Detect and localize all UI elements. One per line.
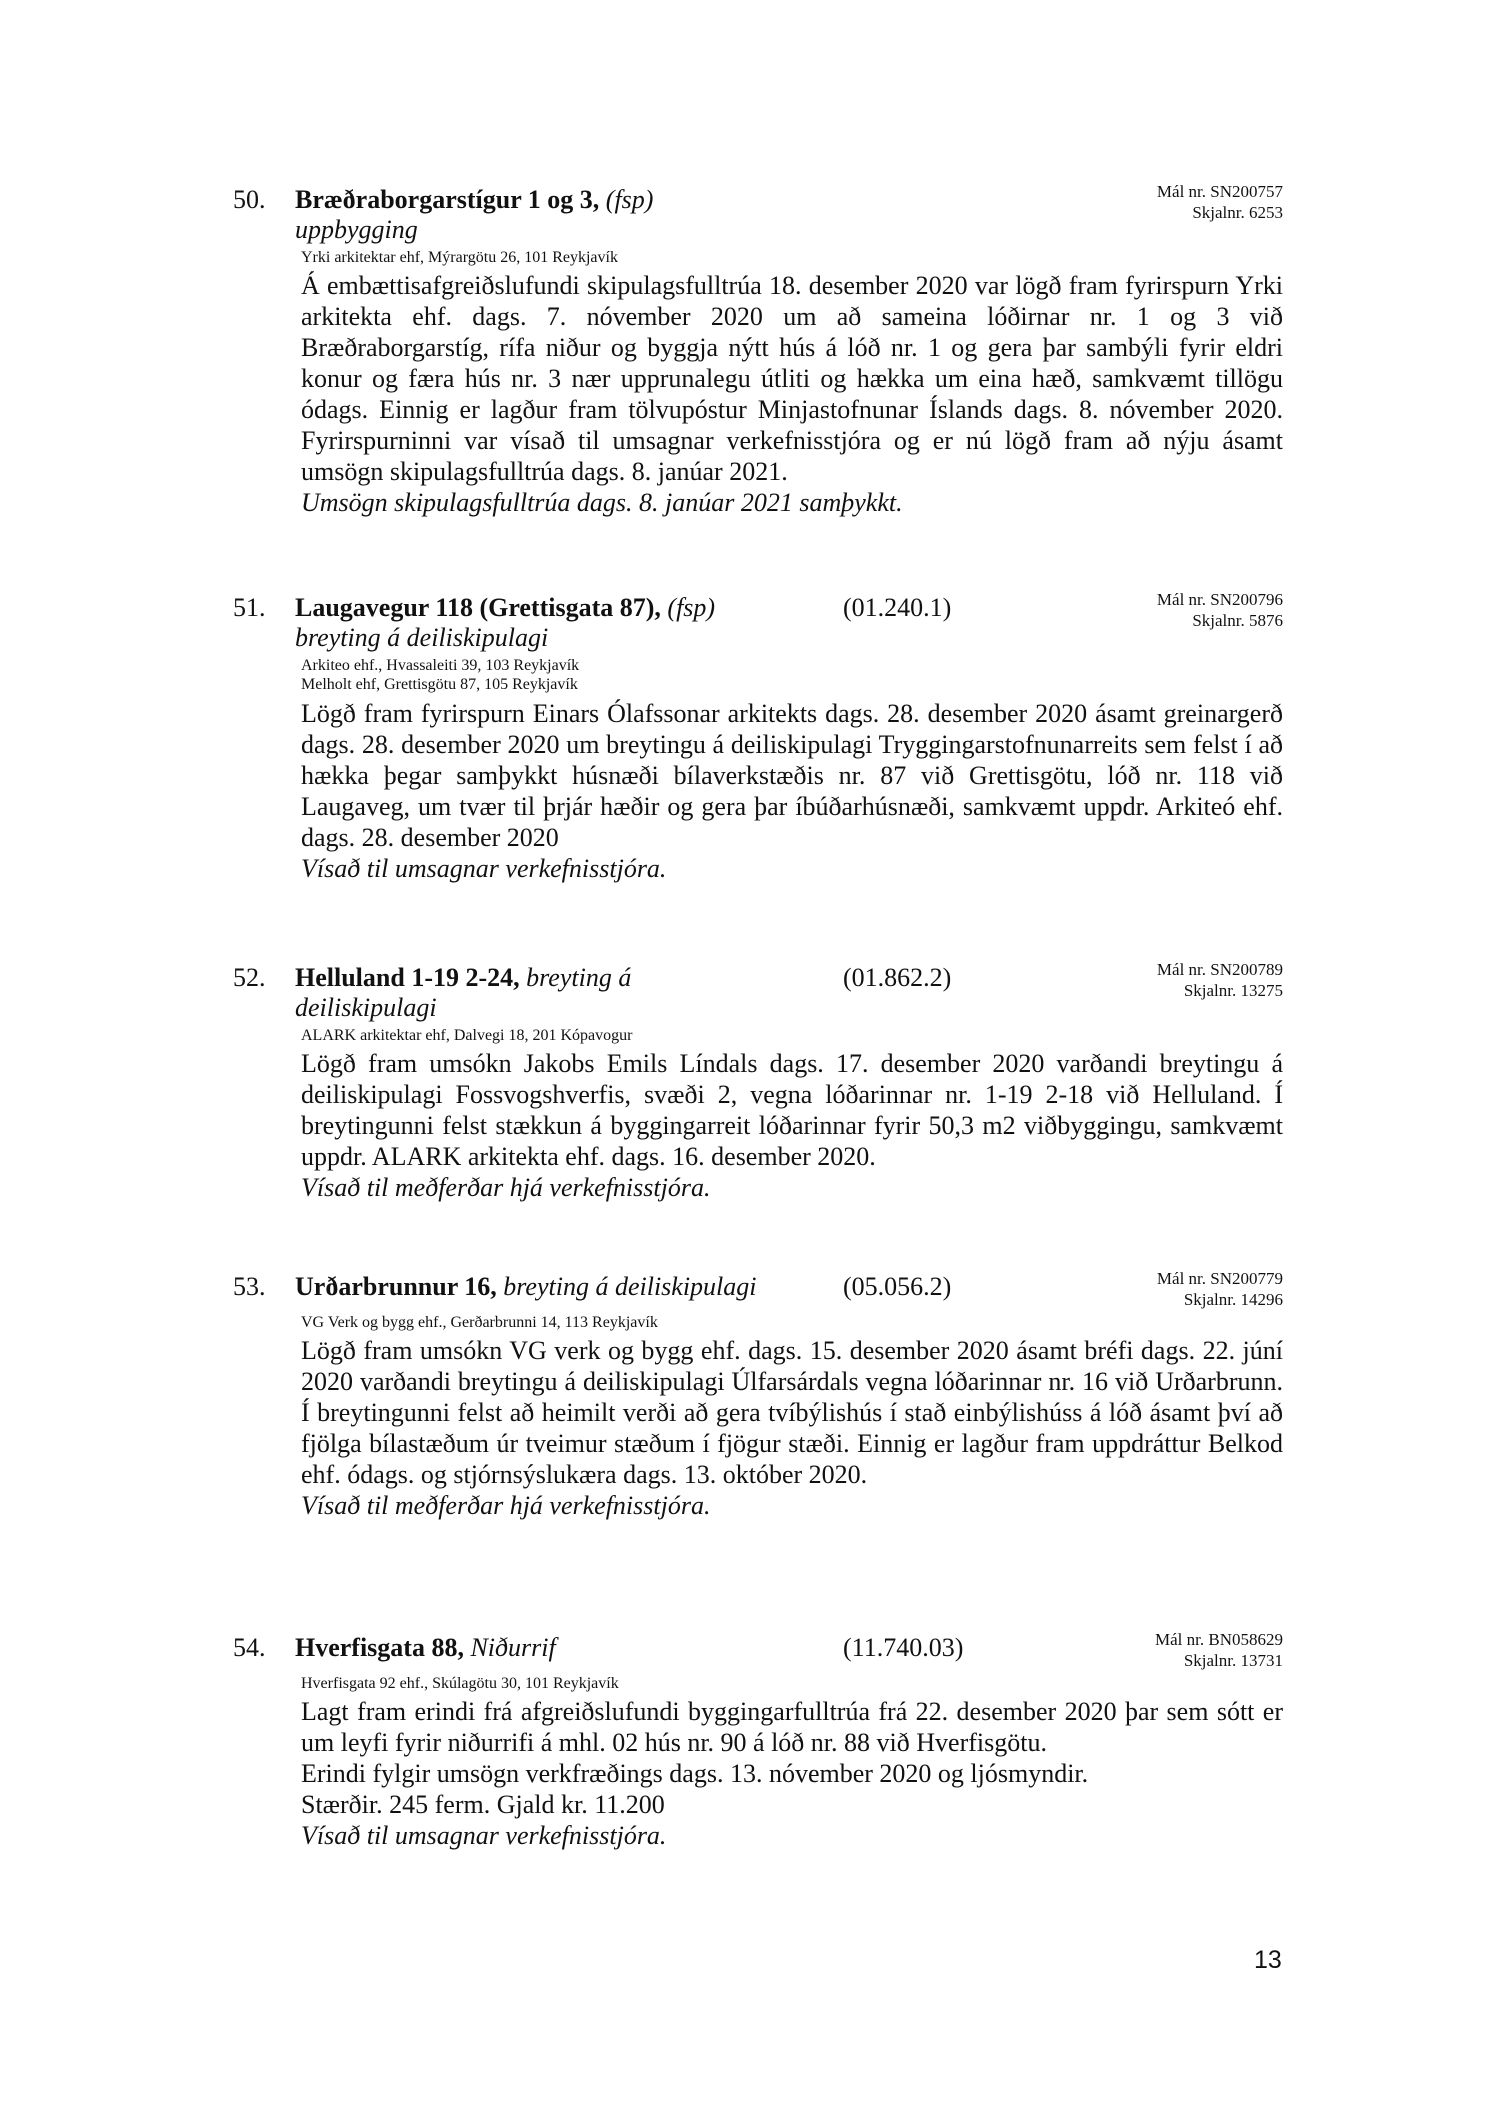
applicant: VG Verk og bygg ehf., Gerðarbrunni 14, 113 Reykjavík	[301, 1314, 658, 1331]
item-body	[301, 1335, 1283, 1521]
item-text: Lögð fram umsókn VG verk og bygg ehf. dags. 15. desember 2020 ásamt bréfi dags. 22. júní 2020 varðandi breytingu á deiliskipulagi Úlfarsárdals vegna lóðarinnar nr. 16 við Urðarbrunn. Í breytingunni felst að heimilt verði að gera tvíbýlishús í stað einbýlishúss á lóð ásamt því að fjölga bílastæðum úr tveimur stæðum í fjögur stæði. Einnig er lagður fram uppdráttur Belkod ehf. ódags. og stjórnsýslukæra dags. 13. október 2020.	[301, 1336, 1283, 1489]
item-text: Erindi fylgir umsögn verkfræðings dags. 13. nóvember 2020 og ljósmyndir.	[301, 1759, 1089, 1788]
land-reference: (01.240.1)	[843, 593, 952, 622]
item-title	[295, 185, 653, 215]
item-address: Helluland 1-19 2-24,	[295, 963, 520, 992]
item-qualifier: (fsp)	[667, 593, 716, 622]
item-text: Á embættisafgreiðslufundi skipulagsfulltrúa 18. desember 2020 var lögð fram fyrirspurn Yrki arkitekta ehf. dags. 7. nóvember 2020 um að sameina lóðirnar nr. 1 og 3 við Bræðraborgarstíg, rífa niður og byggja nýtt hús á lóð nr. 1 og gera þar sambýli fyrir eldri konur og færa hús nr. 3 nær upprunalegu útliti og hækka um eina hæð, samkvæmt tillögu ódags. Einnig er lagður fram tölvupóstur Minjastofnunar Íslands dags. 8. nóvember 2020. Fyrirspurninni var vísað til umsagnar verkefnisstjóra og er nú lögð fram að nýju ásamt umsögn skipulagsfulltrúa dags. 8. janúar 2021.	[301, 271, 1283, 486]
item-title	[295, 1633, 556, 1663]
item-subject: uppbygging	[295, 215, 418, 244]
land-reference: (01.862.2)	[843, 963, 952, 992]
item-number: 51.	[233, 593, 266, 622]
page-number: 13	[1254, 1946, 1282, 1974]
case-info	[1155, 1629, 1283, 1671]
doc-number: Skjalnr. 13731	[1183, 1651, 1283, 1670]
item-address: Urðarbrunnur 16,	[295, 1272, 497, 1301]
doc-number: Skjalnr. 5876	[1192, 611, 1283, 630]
item-title	[295, 1272, 757, 1302]
item-address: Hverfisgata 88,	[295, 1633, 464, 1662]
doc-number: Skjalnr. 6253	[1192, 203, 1283, 222]
land-reference: (05.056.2)	[843, 1272, 952, 1301]
item-title	[295, 593, 715, 623]
item-address: Bræðraborgarstígur 1 og 3,	[295, 185, 600, 214]
item-qualifier: (fsp)	[605, 185, 654, 214]
item-text: Lögð fram fyrirspurn Einars Ólafssonar arkitekts dags. 28. desember 2020 ásamt greinargerð dags. 28. desember 2020 um breytingu á deiliskipulagi Tryggingarstofnunarreits sem felst í að hækka þegar samþykkt húsnæði bílaverkstæðis nr. 87 við Grettisgötu, lóð nr. 118 við Laugaveg, um tvær til þrjár hæðir og gera þar íbúðarhúsnæði, samkvæmt uppdr. Arkiteó ehf. dags. 28. desember 2020	[301, 699, 1283, 852]
item-conclusion: Umsögn skipulagsfulltrúa dags. 8. janúar 2021 samþykkt.	[301, 488, 903, 517]
item-body	[301, 270, 1283, 518]
item-number: 50.	[233, 185, 266, 214]
applicant-list	[301, 1026, 632, 1045]
item-conclusion: Vísað til meðferðar hjá verkefnisstjóra.	[301, 1491, 711, 1520]
case-info	[1157, 589, 1283, 631]
case-info	[1157, 959, 1283, 1001]
case-number: Mál nr. BN058629	[1155, 1630, 1283, 1649]
item-subject: breyting á deiliskipulagi	[295, 623, 549, 652]
item-qualifier: Niðurrif	[470, 1633, 556, 1662]
case-number: Mál nr. SN200796	[1156, 590, 1283, 609]
case-number: Mál nr. SN200779	[1156, 1269, 1283, 1288]
item-body	[301, 1048, 1283, 1203]
case-info	[1157, 181, 1283, 223]
item-number: 52.	[233, 963, 266, 992]
applicant-list	[301, 1674, 619, 1693]
item-body	[301, 698, 1283, 884]
item-text: Lagt fram erindi frá afgreiðslufundi byggingarfulltrúa frá 22. desember 2020 þar sem sótt er um leyfi fyrir niðurrifi á mhl. 02 hús nr. 90 á lóð nr. 88 við Hverfisgötu.	[301, 1697, 1283, 1757]
item-subject: deiliskipulagi	[295, 993, 437, 1022]
item-qualifier: breyting á deiliskipulagi	[503, 1272, 757, 1301]
applicant-list	[301, 1313, 658, 1332]
case-number: Mál nr. SN200757	[1156, 182, 1283, 201]
item-conclusion: Vísað til umsagnar verkefnisstjóra.	[301, 854, 667, 883]
applicant: Hverfisgata 92 ehf., Skúlagötu 30, 101 Reykjavík	[301, 1675, 619, 1692]
item-text: Lögð fram umsókn Jakobs Emils Líndals dags. 17. desember 2020 varðandi breytingu á deiliskipulagi Fossvogshverfis, svæði 2, vegna lóðarinnar nr. 1-19 2-18 við Helluland. Í breytingunni felst stækkun á byggingarreit lóðarinnar fyrir 50,3 m2 viðbyggingu, samkvæmt uppdr. ALARK arkitekta ehf. dags. 16. desember 2020.	[301, 1049, 1283, 1171]
item-qualifier: breyting á	[526, 963, 632, 992]
item-title	[295, 963, 631, 993]
applicant: Arkiteo ehf., Hvassaleiti 39, 103 Reykjavík	[301, 657, 580, 674]
doc-number: Skjalnr. 13275	[1183, 981, 1283, 1000]
land-reference: (11.740.03)	[843, 1633, 964, 1662]
applicant: Yrki arkitektar ehf, Mýrargötu 26, 101 Reykjavík	[301, 249, 618, 266]
item-address: Laugavegur 118 (Grettisgata 87),	[295, 593, 661, 622]
item-conclusion: Vísað til umsagnar verkefnisstjóra.	[301, 1821, 667, 1850]
item-number: 53.	[233, 1272, 266, 1301]
item-text: Stærðir. 245 ferm. Gjald kr. 11.200	[301, 1790, 665, 1819]
case-number: Mál nr. SN200789	[1156, 960, 1283, 979]
applicant-list	[301, 248, 618, 267]
applicant-list	[301, 656, 579, 694]
doc-number: Skjalnr. 14296	[1183, 1290, 1283, 1309]
item-conclusion: Vísað til meðferðar hjá verkefnisstjóra.	[301, 1173, 711, 1202]
case-info	[1157, 1268, 1283, 1310]
applicant: ALARK arkitektar ehf, Dalvegi 18, 201 Kópavogur	[301, 1027, 633, 1044]
item-body	[301, 1696, 1283, 1851]
applicant: Melholt ehf, Grettisgötu 87, 105 Reykjavík	[301, 676, 578, 693]
item-number: 54.	[233, 1633, 266, 1662]
